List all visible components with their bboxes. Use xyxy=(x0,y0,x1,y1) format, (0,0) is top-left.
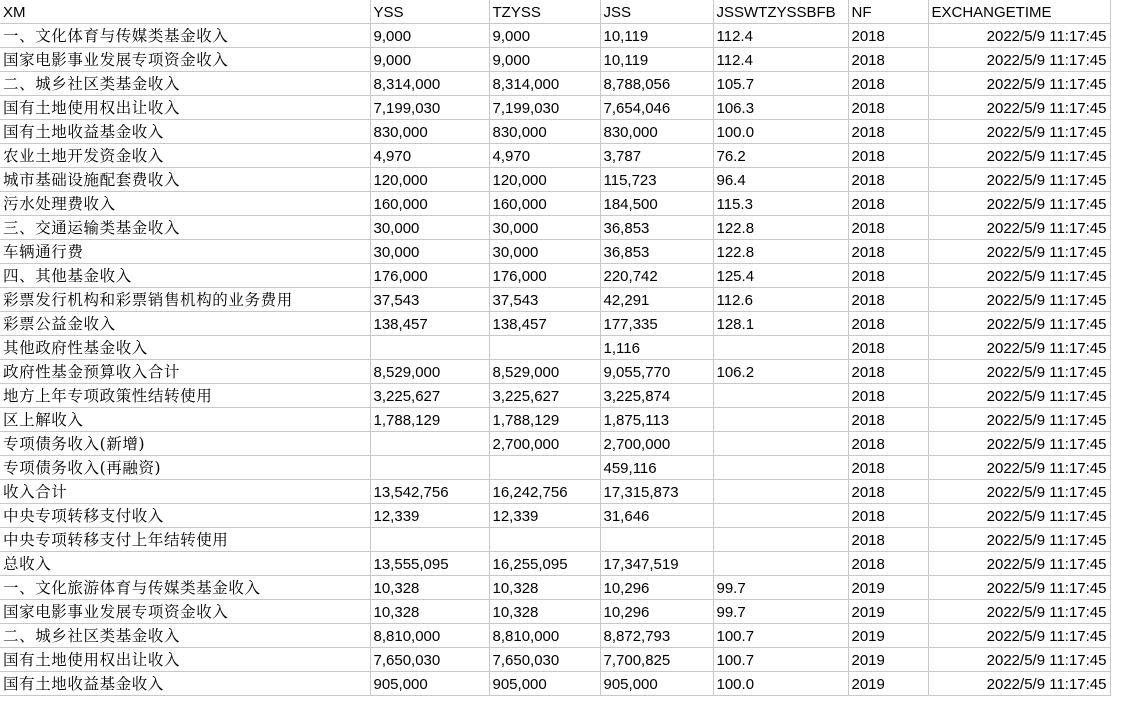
cell-nf[interactable]: 2018 xyxy=(848,192,928,216)
table-row xyxy=(0,408,1110,432)
table-row xyxy=(0,24,1110,48)
cell-xm[interactable]: 二、城乡社区类基金收入 xyxy=(0,624,370,648)
table-row xyxy=(0,144,1110,168)
cell-jsswtzyssbfb[interactable]: 115.3 xyxy=(713,192,848,216)
cell-exchangetime[interactable]: 2022/5/9 11:17:45 xyxy=(928,144,1110,168)
cell-exchangetime[interactable]: 2022/5/9 11:17:45 xyxy=(928,672,1110,696)
cell-tzyss[interactable]: 4,970 xyxy=(489,144,600,168)
cell-exchangetime[interactable]: 2022/5/9 11:17:45 xyxy=(928,48,1110,72)
cell-tzyss[interactable]: 830,000 xyxy=(489,120,600,144)
cell-xm[interactable]: 专项债务收入(新增) xyxy=(0,432,370,456)
cell-nf[interactable]: 2019 xyxy=(848,576,928,600)
cell-jss[interactable]: 184,500 xyxy=(600,192,713,216)
cell-xm[interactable]: 其他政府性基金收入 xyxy=(0,336,370,360)
cell-yss[interactable]: 8,314,000 xyxy=(370,72,489,96)
cell-yss[interactable] xyxy=(370,528,489,552)
cell-exchangetime[interactable]: 2022/5/9 11:17:45 xyxy=(928,600,1110,624)
column-header-jsswtzyssbfb[interactable]: JSSWTZYSSBFB xyxy=(713,0,848,24)
cell-exchangetime[interactable]: 2022/5/9 11:17:45 xyxy=(928,576,1110,600)
cell-jss[interactable]: 459,116 xyxy=(600,456,713,480)
cell-yss[interactable] xyxy=(370,432,489,456)
cell-tzyss[interactable]: 10,328 xyxy=(489,576,600,600)
cell-jss[interactable]: 115,723 xyxy=(600,168,713,192)
cell-xm[interactable]: 专项债务收入(再融资) xyxy=(0,456,370,480)
table-row xyxy=(0,504,1110,528)
cell-exchangetime[interactable]: 2022/5/9 11:17:45 xyxy=(928,456,1110,480)
cell-xm[interactable]: 城市基础设施配套费收入 xyxy=(0,168,370,192)
cell-tzyss[interactable]: 37,543 xyxy=(489,288,600,312)
cell-nf[interactable]: 2018 xyxy=(848,312,928,336)
cell-yss[interactable]: 9,000 xyxy=(370,48,489,72)
cell-jss[interactable]: 36,853 xyxy=(600,240,713,264)
cell-exchangetime[interactable]: 2022/5/9 11:17:45 xyxy=(928,240,1110,264)
cell-xm[interactable]: 中央专项转移支付上年结转使用 xyxy=(0,528,370,552)
cell-jsswtzyssbfb[interactable]: 125.4 xyxy=(713,264,848,288)
cell-nf[interactable]: 2019 xyxy=(848,600,928,624)
cell-yss[interactable]: 37,543 xyxy=(370,288,489,312)
cell-jss[interactable]: 36,853 xyxy=(600,216,713,240)
table-row xyxy=(0,576,1110,600)
header-row xyxy=(0,0,1110,24)
cell-exchangetime[interactable]: 2022/5/9 11:17:45 xyxy=(928,552,1110,576)
cell-tzyss[interactable] xyxy=(489,528,600,552)
cell-xm[interactable]: 农业土地开发资金收入 xyxy=(0,144,370,168)
table-row xyxy=(0,264,1110,288)
cell-yss[interactable]: 13,555,095 xyxy=(370,552,489,576)
cell-tzyss[interactable]: 176,000 xyxy=(489,264,600,288)
cell-yss[interactable]: 7,650,030 xyxy=(370,648,489,672)
cell-jss[interactable]: 31,646 xyxy=(600,504,713,528)
cell-nf[interactable]: 2018 xyxy=(848,408,928,432)
cell-nf[interactable]: 2018 xyxy=(848,528,928,552)
cell-jss[interactable]: 220,742 xyxy=(600,264,713,288)
cell-jss[interactable]: 1,875,113 xyxy=(600,408,713,432)
cell-exchangetime[interactable]: 2022/5/9 11:17:45 xyxy=(928,648,1110,672)
cell-yss[interactable]: 176,000 xyxy=(370,264,489,288)
cell-jsswtzyssbfb[interactable]: 99.7 xyxy=(713,576,848,600)
cell-xm[interactable]: 政府性基金预算收入合计 xyxy=(0,360,370,384)
table-row xyxy=(0,480,1110,504)
column-header-xm[interactable]: XM xyxy=(0,0,370,24)
cell-exchangetime[interactable]: 2022/5/9 11:17:45 xyxy=(928,264,1110,288)
cell-tzyss[interactable]: 8,810,000 xyxy=(489,624,600,648)
cell-yss[interactable]: 138,457 xyxy=(370,312,489,336)
cell-yss[interactable]: 12,339 xyxy=(370,504,489,528)
column-header-nf[interactable]: NF xyxy=(848,0,928,24)
cell-jsswtzyssbfb[interactable] xyxy=(713,384,848,408)
table-row xyxy=(0,648,1110,672)
cell-nf[interactable]: 2018 xyxy=(848,480,928,504)
cell-xm[interactable]: 国有土地使用权出让收入 xyxy=(0,648,370,672)
cell-tzyss[interactable]: 16,255,095 xyxy=(489,552,600,576)
cell-jss[interactable]: 10,296 xyxy=(600,576,713,600)
cell-jsswtzyssbfb[interactable] xyxy=(713,528,848,552)
cell-jss[interactable]: 7,700,825 xyxy=(600,648,713,672)
cell-xm[interactable]: 污水处理费收入 xyxy=(0,192,370,216)
cell-nf[interactable]: 2018 xyxy=(848,120,928,144)
cell-tzyss[interactable]: 3,225,627 xyxy=(489,384,600,408)
cell-tzyss[interactable]: 7,199,030 xyxy=(489,96,600,120)
cell-tzyss[interactable]: 9,000 xyxy=(489,24,600,48)
cell-tzyss[interactable] xyxy=(489,336,600,360)
cell-yss[interactable]: 8,529,000 xyxy=(370,360,489,384)
cell-nf[interactable]: 2018 xyxy=(848,360,928,384)
cell-exchangetime[interactable]: 2022/5/9 11:17:45 xyxy=(928,408,1110,432)
cell-yss[interactable] xyxy=(370,456,489,480)
column-header-tzyss[interactable]: TZYSS xyxy=(489,0,600,24)
table-row xyxy=(0,456,1110,480)
cell-yss[interactable]: 120,000 xyxy=(370,168,489,192)
cell-xm[interactable]: 收入合计 xyxy=(0,480,370,504)
cell-exchangetime[interactable]: 2022/5/9 11:17:45 xyxy=(928,336,1110,360)
cell-tzyss[interactable]: 120,000 xyxy=(489,168,600,192)
cell-jss[interactable]: 8,788,056 xyxy=(600,72,713,96)
cell-yss[interactable]: 905,000 xyxy=(370,672,489,696)
cell-exchangetime[interactable]: 2022/5/9 11:17:45 xyxy=(928,216,1110,240)
cell-yss[interactable] xyxy=(370,336,489,360)
cell-xm[interactable]: 地方上年专项政策性结转使用 xyxy=(0,384,370,408)
table-row xyxy=(0,528,1110,552)
cell-xm[interactable]: 四、其他基金收入 xyxy=(0,264,370,288)
cell-xm[interactable]: 车辆通行费 xyxy=(0,240,370,264)
cell-yss[interactable]: 1,788,129 xyxy=(370,408,489,432)
table-row xyxy=(0,384,1110,408)
cell-yss[interactable]: 4,970 xyxy=(370,144,489,168)
cell-xm[interactable]: 中央专项转移支付收入 xyxy=(0,504,370,528)
cell-exchangetime[interactable]: 2022/5/9 11:17:45 xyxy=(928,504,1110,528)
cell-exchangetime[interactable]: 2022/5/9 11:17:45 xyxy=(928,72,1110,96)
cell-jss[interactable]: 10,119 xyxy=(600,24,713,48)
cell-nf[interactable]: 2019 xyxy=(848,672,928,696)
cell-tzyss[interactable]: 30,000 xyxy=(489,216,600,240)
cell-jsswtzyssbfb[interactable]: 100.0 xyxy=(713,120,848,144)
cell-xm[interactable]: 国家电影事业发展专项资金收入 xyxy=(0,48,370,72)
cell-xm[interactable]: 总收入 xyxy=(0,552,370,576)
cell-nf[interactable]: 2018 xyxy=(848,144,928,168)
column-header-yss[interactable]: YSS xyxy=(370,0,489,24)
cell-jsswtzyssbfb[interactable]: 112.4 xyxy=(713,48,848,72)
cell-jsswtzyssbfb[interactable]: 100.7 xyxy=(713,624,848,648)
cell-jss[interactable]: 3,225,874 xyxy=(600,384,713,408)
cell-jsswtzyssbfb[interactable]: 122.8 xyxy=(713,240,848,264)
cell-jss[interactable]: 17,347,519 xyxy=(600,552,713,576)
cell-jss[interactable]: 42,291 xyxy=(600,288,713,312)
table-row xyxy=(0,48,1110,72)
cell-jsswtzyssbfb[interactable]: 112.4 xyxy=(713,24,848,48)
cell-xm[interactable]: 区上解收入 xyxy=(0,408,370,432)
cell-jsswtzyssbfb[interactable] xyxy=(713,456,848,480)
cell-jsswtzyssbfb[interactable]: 96.4 xyxy=(713,168,848,192)
cell-jss[interactable]: 3,787 xyxy=(600,144,713,168)
cell-yss[interactable]: 8,810,000 xyxy=(370,624,489,648)
cell-jss[interactable]: 7,654,046 xyxy=(600,96,713,120)
cell-jss[interactable]: 2,700,000 xyxy=(600,432,713,456)
cell-nf[interactable]: 2018 xyxy=(848,336,928,360)
cell-jss[interactable]: 10,296 xyxy=(600,600,713,624)
table-row xyxy=(0,96,1110,120)
cell-nf[interactable]: 2019 xyxy=(848,648,928,672)
cell-exchangetime[interactable]: 2022/5/9 11:17:45 xyxy=(928,312,1110,336)
table-row xyxy=(0,624,1110,648)
cell-exchangetime[interactable]: 2022/5/9 11:17:45 xyxy=(928,120,1110,144)
cell-yss[interactable]: 10,328 xyxy=(370,600,489,624)
cell-jsswtzyssbfb[interactable]: 76.2 xyxy=(713,144,848,168)
cell-tzyss[interactable]: 30,000 xyxy=(489,240,600,264)
cell-tzyss[interactable] xyxy=(489,456,600,480)
cell-xm[interactable]: 国家电影事业发展专项资金收入 xyxy=(0,600,370,624)
cell-yss[interactable]: 160,000 xyxy=(370,192,489,216)
cell-yss[interactable]: 3,225,627 xyxy=(370,384,489,408)
cell-jsswtzyssbfb[interactable]: 100.0 xyxy=(713,672,848,696)
cell-exchangetime[interactable]: 2022/5/9 11:17:45 xyxy=(928,480,1110,504)
cell-exchangetime[interactable]: 2022/5/9 11:17:45 xyxy=(928,384,1110,408)
table-row xyxy=(0,288,1110,312)
cell-yss[interactable]: 10,328 xyxy=(370,576,489,600)
cell-jss[interactable]: 17,315,873 xyxy=(600,480,713,504)
table-row xyxy=(0,120,1110,144)
table-row xyxy=(0,312,1110,336)
table-row xyxy=(0,600,1110,624)
cell-jsswtzyssbfb[interactable]: 112.6 xyxy=(713,288,848,312)
cell-jss[interactable]: 8,872,793 xyxy=(600,624,713,648)
cell-exchangetime[interactable]: 2022/5/9 11:17:45 xyxy=(928,192,1110,216)
cell-jsswtzyssbfb[interactable]: 99.7 xyxy=(713,600,848,624)
cell-tzyss[interactable]: 905,000 xyxy=(489,672,600,696)
cell-jsswtzyssbfb[interactable]: 105.7 xyxy=(713,72,848,96)
table-row xyxy=(0,240,1110,264)
cell-tzyss[interactable]: 8,529,000 xyxy=(489,360,600,384)
cell-yss[interactable]: 13,542,756 xyxy=(370,480,489,504)
cell-tzyss[interactable]: 12,339 xyxy=(489,504,600,528)
cell-exchangetime[interactable]: 2022/5/9 11:17:45 xyxy=(928,528,1110,552)
cell-nf[interactable]: 2018 xyxy=(848,216,928,240)
cell-nf[interactable]: 2018 xyxy=(848,552,928,576)
cell-jss[interactable]: 1,116 xyxy=(600,336,713,360)
cell-nf[interactable]: 2018 xyxy=(848,24,928,48)
cell-yss[interactable]: 830,000 xyxy=(370,120,489,144)
cell-xm[interactable]: 国有土地收益基金收入 xyxy=(0,120,370,144)
cell-jsswtzyssbfb[interactable]: 128.1 xyxy=(713,312,848,336)
table-row xyxy=(0,552,1110,576)
cell-jss[interactable] xyxy=(600,528,713,552)
cell-xm[interactable]: 二、城乡社区类基金收入 xyxy=(0,72,370,96)
cell-tzyss[interactable]: 138,457 xyxy=(489,312,600,336)
cell-xm[interactable]: 三、交通运输类基金收入 xyxy=(0,216,370,240)
cell-yss[interactable]: 30,000 xyxy=(370,240,489,264)
cell-nf[interactable]: 2018 xyxy=(848,48,928,72)
cell-exchangetime[interactable]: 2022/5/9 11:17:45 xyxy=(928,288,1110,312)
cell-jsswtzyssbfb[interactable] xyxy=(713,408,848,432)
cell-exchangetime[interactable]: 2022/5/9 11:17:45 xyxy=(928,168,1110,192)
cell-yss[interactable]: 30,000 xyxy=(370,216,489,240)
cell-tzyss[interactable]: 7,650,030 xyxy=(489,648,600,672)
cell-xm[interactable]: 彩票发行机构和彩票销售机构的业务费用 xyxy=(0,288,370,312)
cell-nf[interactable]: 2018 xyxy=(848,96,928,120)
cell-jss[interactable]: 905,000 xyxy=(600,672,713,696)
table-row xyxy=(0,216,1110,240)
cell-jsswtzyssbfb[interactable]: 100.7 xyxy=(713,648,848,672)
cell-xm[interactable]: 国有土地使用权出让收入 xyxy=(0,96,370,120)
cell-tzyss[interactable]: 10,328 xyxy=(489,600,600,624)
cell-nf[interactable]: 2018 xyxy=(848,72,928,96)
cell-xm[interactable]: 国有土地收益基金收入 xyxy=(0,672,370,696)
cell-nf[interactable]: 2018 xyxy=(848,264,928,288)
cell-jss[interactable]: 10,119 xyxy=(600,48,713,72)
table-row xyxy=(0,72,1110,96)
cell-jsswtzyssbfb[interactable] xyxy=(713,552,848,576)
cell-nf[interactable]: 2018 xyxy=(848,288,928,312)
cell-exchangetime[interactable]: 2022/5/9 11:17:45 xyxy=(928,624,1110,648)
cell-xm[interactable]: 一、文化旅游体育与传媒类基金收入 xyxy=(0,576,370,600)
cell-jsswtzyssbfb[interactable] xyxy=(713,432,848,456)
cell-tzyss[interactable]: 1,788,129 xyxy=(489,408,600,432)
cell-tzyss[interactable]: 8,314,000 xyxy=(489,72,600,96)
cell-nf[interactable]: 2018 xyxy=(848,168,928,192)
cell-jsswtzyssbfb[interactable]: 122.8 xyxy=(713,216,848,240)
cell-exchangetime[interactable]: 2022/5/9 11:17:45 xyxy=(928,432,1110,456)
cell-jsswtzyssbfb[interactable] xyxy=(713,336,848,360)
cell-exchangetime[interactable]: 2022/5/9 11:17:45 xyxy=(928,360,1110,384)
cell-jss[interactable]: 9,055,770 xyxy=(600,360,713,384)
column-header-jss[interactable]: JSS xyxy=(600,0,713,24)
cell-nf[interactable]: 2018 xyxy=(848,240,928,264)
cell-nf[interactable]: 2018 xyxy=(848,384,928,408)
cell-yss[interactable]: 7,199,030 xyxy=(370,96,489,120)
cell-jsswtzyssbfb[interactable] xyxy=(713,504,848,528)
cell-exchangetime[interactable]: 2022/5/9 11:17:45 xyxy=(928,96,1110,120)
cell-tzyss[interactable]: 16,242,756 xyxy=(489,480,600,504)
cell-nf[interactable]: 2018 xyxy=(848,432,928,456)
cell-nf[interactable]: 2019 xyxy=(848,624,928,648)
cell-tzyss[interactable]: 2,700,000 xyxy=(489,432,600,456)
cell-jss[interactable]: 177,335 xyxy=(600,312,713,336)
column-header-exchangetime[interactable]: EXCHANGETIME xyxy=(928,0,1110,24)
cell-xm[interactable]: 一、文化体育与传媒类基金收入 xyxy=(0,24,370,48)
table-row xyxy=(0,192,1110,216)
cell-nf[interactable]: 2018 xyxy=(848,504,928,528)
table-row xyxy=(0,168,1110,192)
table-row xyxy=(0,360,1110,384)
cell-xm[interactable]: 彩票公益金收入 xyxy=(0,312,370,336)
cell-jss[interactable]: 830,000 xyxy=(600,120,713,144)
table-row xyxy=(0,672,1110,696)
cell-tzyss[interactable]: 9,000 xyxy=(489,48,600,72)
cell-jsswtzyssbfb[interactable]: 106.2 xyxy=(713,360,848,384)
cell-jsswtzyssbfb[interactable] xyxy=(713,480,848,504)
cell-nf[interactable]: 2018 xyxy=(848,456,928,480)
table-row xyxy=(0,336,1110,360)
cell-exchangetime[interactable]: 2022/5/9 11:17:45 xyxy=(928,24,1110,48)
table-row xyxy=(0,432,1110,456)
cell-yss[interactable]: 9,000 xyxy=(370,24,489,48)
cell-tzyss[interactable]: 160,000 xyxy=(489,192,600,216)
cell-jsswtzyssbfb[interactable]: 106.3 xyxy=(713,96,848,120)
